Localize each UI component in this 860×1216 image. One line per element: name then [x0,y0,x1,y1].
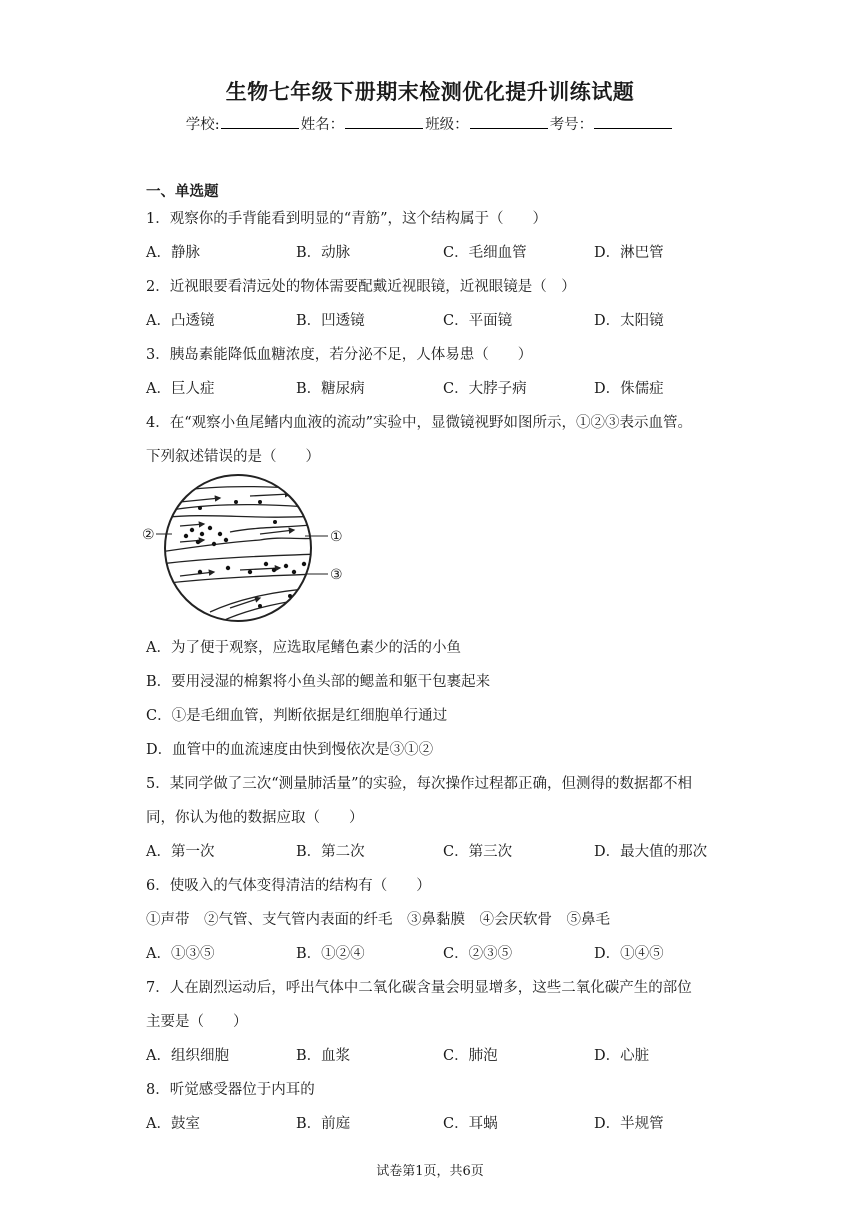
question-5-stem-line2: 同，你认为他的数据应取（ ） [146,810,364,826]
question-4-option-b[interactable]: B．要用浸湿的棉絮将小鱼头部的鳃盖和躯干包裹起来 [146,674,491,690]
question-6-stem-line2: ①声带 ②气管、支气管内表面的纤毛 ③鼻黏膜 ④会厌软骨 ⑤鼻毛 [146,912,610,928]
option-a[interactable]: A．凸透镜 [146,313,215,329]
option-c[interactable]: C．肺泡 [443,1048,498,1064]
exam-number-blank[interactable] [594,115,672,129]
blood-cell [258,604,262,608]
option-c[interactable]: C．大脖子病 [443,381,527,397]
blood-cell [190,528,194,532]
exam-number-label: 考号： [549,117,594,133]
question-5-options [146,840,746,862]
blood-cell [273,520,277,524]
page-footer: 试卷第1页，共6页 [376,1164,484,1179]
option-c[interactable]: C．②③⑤ [443,946,513,962]
blood-cell [272,568,276,572]
option-c[interactable]: C．耳蜗 [443,1116,498,1132]
school-label: 学校: [185,117,220,133]
question-2-options [146,309,746,331]
question-4-option-c[interactable]: C．①是毛细血管，判断依据是红细胞单行通过 [146,708,448,724]
option-b[interactable]: B．前庭 [296,1116,351,1132]
question-6-stem-line1: 6．使吸入的气体变得清洁的结构有（ ） [146,878,431,894]
blood-cell [292,570,296,574]
option-b[interactable]: B．凹透镜 [296,313,365,329]
blood-cell [284,564,288,568]
blood-cell [234,500,238,504]
blood-cell [224,538,228,542]
blood-cell [198,570,202,574]
question-1-options [146,241,746,263]
label-vessel-2: ② [142,527,155,543]
microscope-field-figure [140,472,352,624]
option-a[interactable]: A．组织细胞 [146,1048,229,1064]
blood-cell [212,542,216,546]
option-d[interactable]: D．①④⑤ [594,946,664,962]
question-4-option-a[interactable]: A．为了便于观察，应选取尾鳍色素少的活的小鱼 [146,640,461,656]
question-7-stem-line2: 主要是（ ） [146,1014,248,1030]
option-d[interactable]: D．半规管 [594,1116,664,1132]
option-d[interactable]: D．淋巴管 [594,245,664,261]
option-b[interactable]: B．动脉 [296,245,351,261]
question-4-stem-line2: 下列叙述错误的是（ ） [146,449,320,465]
blood-cell [248,570,252,574]
blood-cell [258,500,262,504]
option-c[interactable]: C．第三次 [443,844,513,860]
class-blank[interactable] [470,115,548,129]
class-label: 班级： [425,117,469,133]
option-c[interactable]: C．毛细血管 [443,245,527,261]
option-c[interactable]: C．平面镜 [443,313,513,329]
option-a[interactable]: A．巨人症 [146,381,215,397]
option-b[interactable]: B．第二次 [296,844,365,860]
student-info-row [0,113,860,134]
option-b[interactable]: B．①②④ [296,946,365,962]
question-8-options [146,1112,746,1134]
option-a[interactable]: A．鼓室 [146,1116,200,1132]
question-8-stem: 8．听觉感受器位于内耳的 [146,1082,315,1098]
option-d[interactable]: D．最大值的那次 [594,844,708,860]
blood-cell [264,562,268,566]
school-blank[interactable] [221,115,299,129]
question-2-stem: 2．近视眼要看清远处的物体需要配戴近视眼镜，近视眼镜是（ ） [146,279,576,295]
name-label: 姓名： [300,117,345,133]
blood-cell [302,562,306,566]
option-a[interactable]: A．第一次 [146,844,215,860]
option-a[interactable]: A．①③⑤ [146,946,215,962]
question-7-stem-line1: 7．人在剧烈运动后，呼出气体中二氧化碳含量会明显增多，这些二氧化碳产生的部位 [146,980,692,996]
option-a[interactable]: A．静脉 [146,245,200,261]
name-blank[interactable] [345,115,423,129]
blood-cell [184,534,188,538]
option-d[interactable]: D．心脏 [594,1048,650,1064]
label-vessel-3: ③ [330,567,343,583]
label-vessel-1: ① [330,529,343,545]
question-4-option-d[interactable]: D．血管中的血流速度由快到慢依次是③①② [146,742,434,758]
blood-cell [218,532,222,536]
question-1-stem: 1．观察你的手背能看到明显的“青筋”，这个结构属于（ ） [146,211,548,227]
option-d[interactable]: D．太阳镜 [594,313,664,329]
blood-cell [226,566,230,570]
section-heading: 一、单选题 [146,183,219,200]
question-6-options [146,942,746,964]
question-4-stem-line1: 4．在“观察小鱼尾鳍内血液的流动”实验中，显微镜视野如图所示，①②③表示血管。 [146,415,693,431]
blood-cell [288,594,292,598]
page-title: 生物七年级下册期末检测优化提升训练试题 [225,79,635,104]
question-5-stem-line1: 5．某同学做了三次“测量肺活量”的实验，每次操作过程都正确，但测得的数据都不相 [146,776,693,792]
option-b[interactable]: B．糖尿病 [296,381,365,397]
option-d[interactable]: D．侏儒症 [594,381,664,397]
question-3-stem: 3．胰岛素能降低血糖浓度，若分泌不足，人体易患（ ） [146,347,533,363]
blood-cell [196,540,200,544]
blood-cell [198,506,202,510]
question-3-options [146,377,746,399]
option-b[interactable]: B．血浆 [296,1048,351,1064]
blood-cell [208,526,212,530]
blood-cell [200,532,204,536]
question-7-options [146,1044,746,1066]
